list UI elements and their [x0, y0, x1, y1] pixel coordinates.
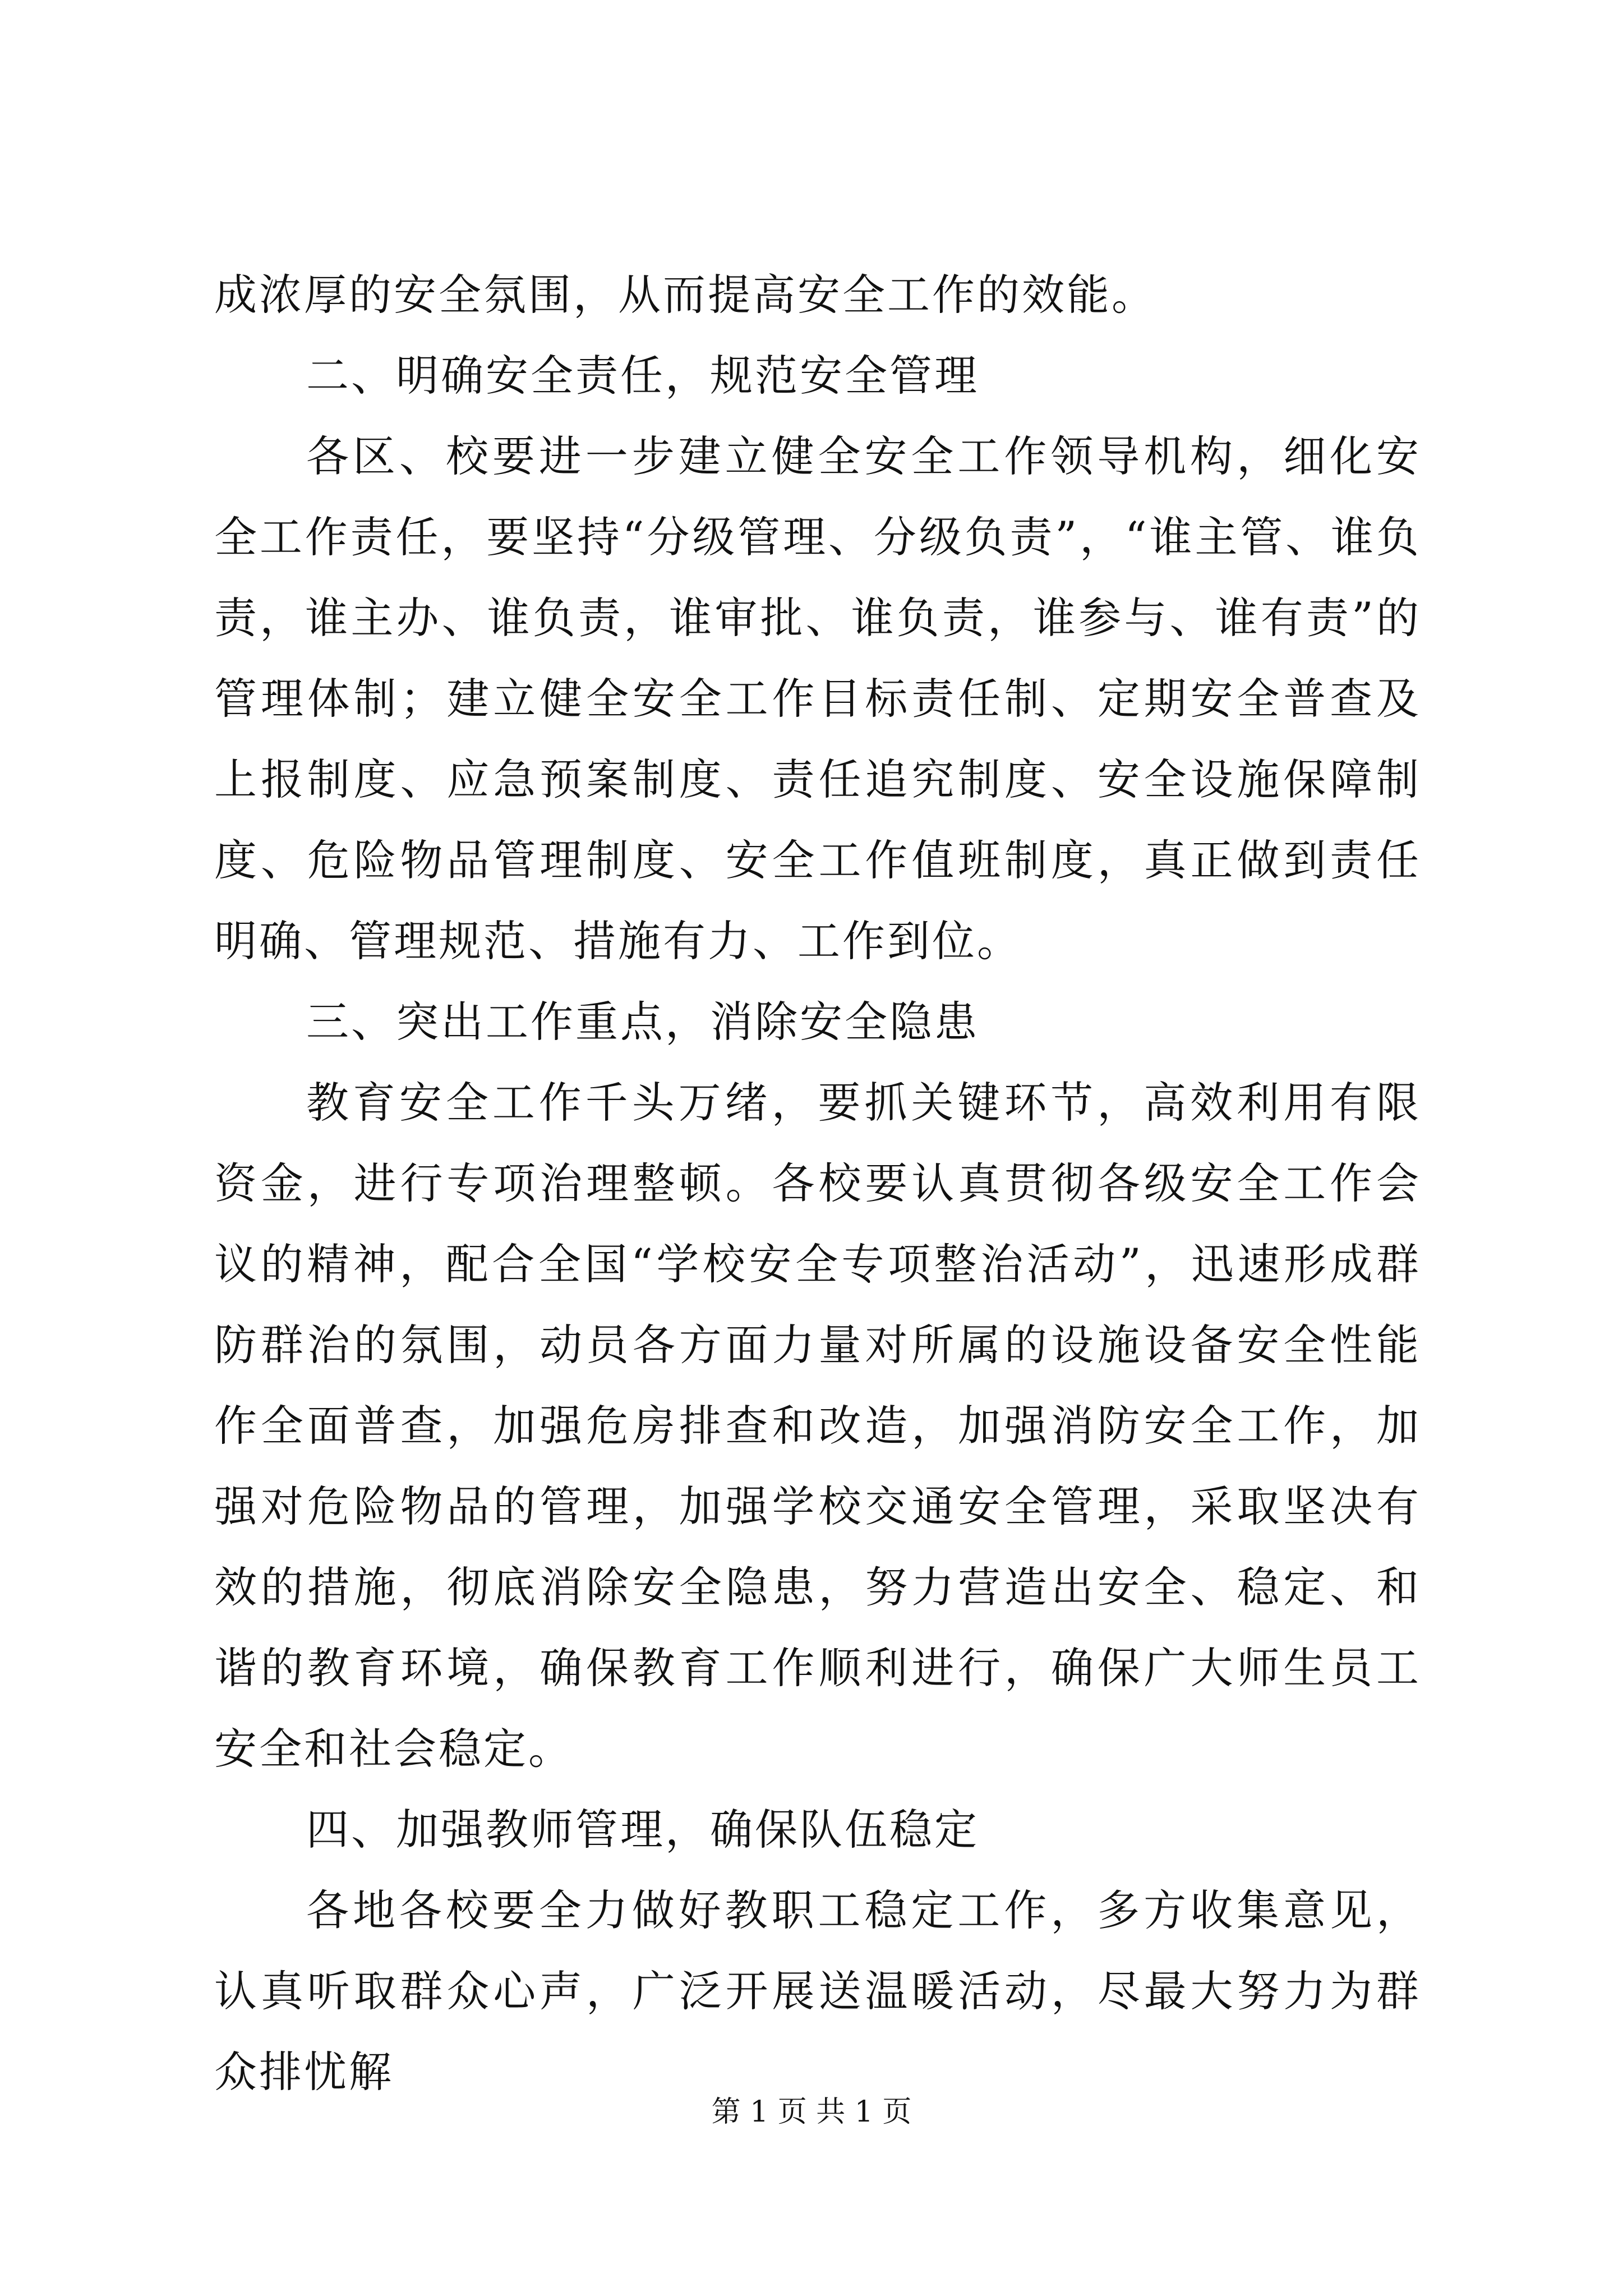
page-footer: 第 1 页 共 1 页	[711, 2095, 912, 2129]
paragraph-continuation: 成浓厚的安全氛围，从而提高安全工作的效能。	[214, 270, 1156, 320]
paragraph-responsibility: 各区、校要进一步建立健全安全工作领导机构，细化安全工作责任，要坚持“分级管理、分级负责”，“谁主管、谁负责，谁主办、谁负责，谁审批、谁负责，谁参与、谁有责”的管理体制；建立健全安全工作目标责任制、定期安全普查及上报制度、应急预案制度、责任追究制度、安全设施保障制度、危险物品管理制度、安全工作值班制度，真正做到责任明确、管理规范、措施有力、工作到位。	[214, 431, 1421, 966]
section-heading-3: 三、突出工作重点，消除安全隐患	[306, 997, 979, 1047]
paragraph-teachers: 各地各校要全力做好教职工稳定工作，多方收集意见，认真听取群众心声，广泛开展送温暖活动，尽最大努力为群众排忧解	[214, 1885, 1421, 2097]
document-body	[214, 255, 1421, 2113]
section-heading-4: 四、加强教师管理，确保队伍稳定	[306, 1805, 979, 1855]
section-heading-2: 二、明确安全责任，规范安全管理	[306, 351, 979, 401]
paragraph-hazards: 教育安全工作千头万绪，要抓关键环节，高效利用有限资金，进行专项治理整顿。各校要认真贯彻各级安全工作会议的精神，配合全国“学校安全专项整治活动”，迅速形成群防群治的氛围，动员各方面力量对所属的设施设备安全性能作全面普查，加强危房排查和改造，加强消防安全工作，加强对危险物品的管理，加强学校交通安全管理，采取坚决有效的措施，彻底消除安全隐患，努力营造出安全、稳定、和谐的教育环境，确保教育工作顺利进行，确保广大师生员工安全和社会稳定。	[214, 1078, 1421, 1774]
